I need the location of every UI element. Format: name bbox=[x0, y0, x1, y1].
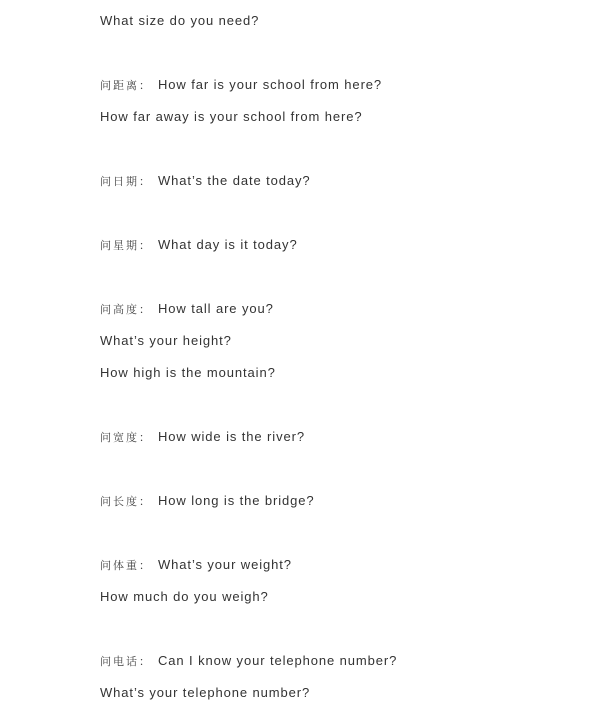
line-weight-question-alt bbox=[100, 589, 269, 605]
line-text: How long is the bridge? bbox=[158, 493, 315, 508]
line-label: 问高度： bbox=[100, 303, 152, 316]
line-size-question bbox=[100, 13, 259, 29]
line-label: 问星期： bbox=[100, 239, 152, 252]
line-text: What day is it today? bbox=[158, 237, 298, 252]
line-text: What’s the date today? bbox=[158, 173, 311, 188]
line-date-question bbox=[100, 173, 311, 190]
line-text: Can I know your telephone number? bbox=[158, 653, 398, 668]
line-weight-question bbox=[100, 557, 292, 574]
line-text: How wide is the river? bbox=[158, 429, 305, 444]
line-height-question bbox=[100, 301, 274, 318]
line-text: What size do you need? bbox=[100, 13, 260, 28]
line-length-question bbox=[100, 493, 315, 510]
line-telephone-question-alt bbox=[100, 685, 310, 701]
line-weekday-question bbox=[100, 237, 298, 254]
line-text: How far away is your school from here? bbox=[100, 109, 363, 124]
line-text: How far is your school from here? bbox=[158, 77, 383, 92]
line-text: How high is the mountain? bbox=[100, 365, 276, 380]
line-label: 问宽度： bbox=[100, 431, 152, 444]
line-label: 问电话： bbox=[100, 655, 152, 668]
line-telephone-question bbox=[100, 653, 397, 670]
line-text: How much do you weigh? bbox=[100, 589, 269, 604]
line-label: 问长度： bbox=[100, 495, 152, 508]
line-mountain-question bbox=[100, 365, 276, 381]
line-label: 问日期： bbox=[100, 175, 152, 188]
line-text: How tall are you? bbox=[158, 301, 274, 316]
line-label: 问体重： bbox=[100, 559, 152, 572]
line-width-question bbox=[100, 429, 305, 446]
line-label: 问距离： bbox=[100, 79, 152, 92]
line-text: What’s your weight? bbox=[158, 557, 292, 572]
line-distance-question bbox=[100, 77, 382, 94]
line-height-question-alt bbox=[100, 333, 232, 349]
line-distance-question-alt bbox=[100, 109, 363, 125]
line-text: What’s your telephone number? bbox=[100, 685, 311, 700]
line-text: What’s your height? bbox=[100, 333, 232, 348]
